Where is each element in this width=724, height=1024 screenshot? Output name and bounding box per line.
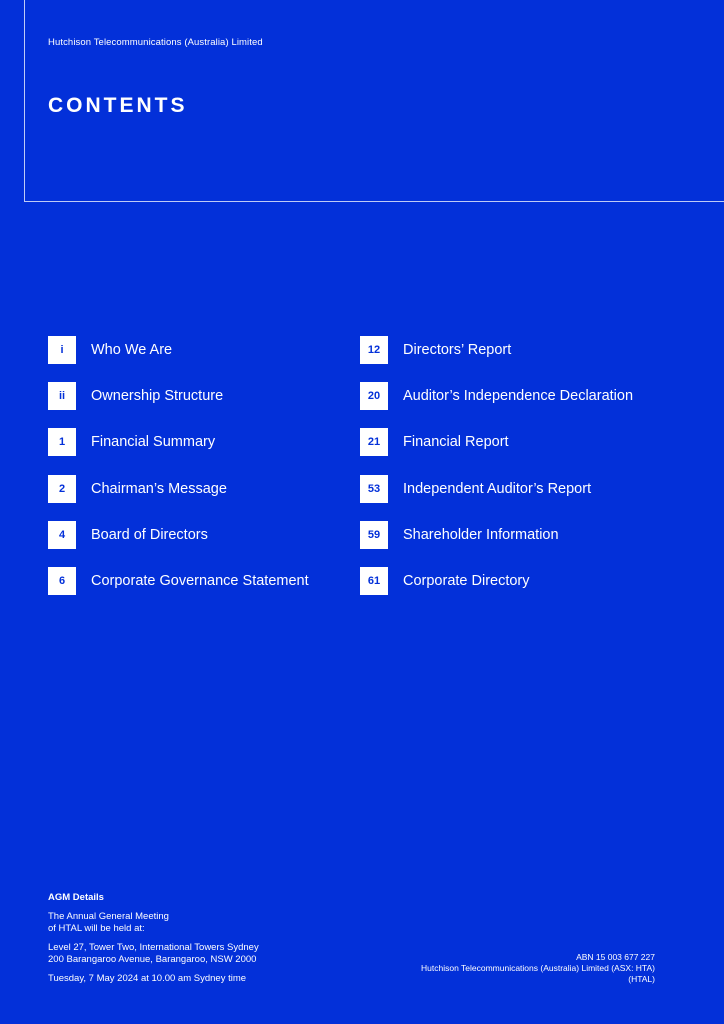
toc-item-corporate-directory[interactable]: [360, 567, 633, 595]
toc-label: Auditor’s Independence Declaration: [403, 388, 634, 405]
toc-item-corporate-governance-statement[interactable]: [48, 567, 309, 595]
toc-item-directors-report[interactable]: [360, 336, 633, 364]
toc-label: Corporate Governance Statement: [91, 572, 309, 589]
toc-page-number: i: [48, 336, 76, 364]
toc-item-chairmans-message[interactable]: [48, 475, 309, 503]
abn-number: ABN 15 003 677 227: [576, 952, 655, 962]
toc-item-financial-summary[interactable]: [48, 428, 309, 456]
toc-page-number: 53: [360, 475, 388, 503]
toc-page-number: 12: [360, 336, 388, 364]
agm-intro-line2: of HTAL will be held at:: [48, 923, 145, 934]
toc-page-number: 21: [360, 428, 388, 456]
toc-label: Financial Summary: [91, 434, 216, 451]
toc-label: Directors’ Report: [403, 342, 512, 358]
agm-datetime: Tuesday, 7 May 2024 at 10.00 am Sydney time: [48, 973, 247, 984]
agm-address-line1: Level 27, Tower Two, International Towers Sydney: [48, 942, 259, 953]
toc-label: Corporate Directory: [403, 572, 530, 589]
footer-company-line: Hutchison Telecommunications (Australia) Limited (ASX: HTA): [421, 963, 655, 973]
toc-page-number: 59: [360, 521, 388, 549]
toc-page-number: 4: [48, 521, 76, 549]
toc-label: Who We Are: [91, 342, 173, 358]
toc-page-number: 61: [360, 567, 388, 595]
toc-item-who-we-are[interactable]: [48, 336, 309, 364]
abn-block: [421, 952, 655, 985]
toc-item-board-of-directors[interactable]: [48, 521, 309, 549]
agm-address: [48, 942, 259, 966]
toc-item-financial-report[interactable]: [360, 428, 633, 456]
agm-details: [48, 892, 259, 992]
agm-intro: [48, 911, 259, 935]
toc-label: Financial Report: [403, 434, 509, 451]
toc-item-auditors-independence-declaration[interactable]: [360, 382, 633, 410]
agm-address-line2: 200 Barangaroo Avenue, Barangaroo, NSW 2000: [48, 954, 257, 965]
toc-page-number: ii: [48, 382, 76, 410]
toc-label: Independent Auditor’s Report: [403, 480, 592, 497]
toc-page-number: 2: [48, 475, 76, 503]
toc-item-independent-auditors-report[interactable]: [360, 475, 633, 503]
page-title: CONTENTS: [48, 94, 188, 117]
footer-abbrev: (HTAL): [628, 974, 655, 984]
toc-label: Board of Directors: [91, 526, 208, 543]
company-name-header: Hutchison Telecommunications (Australia) Limited: [48, 37, 263, 48]
agm-intro-line1: The Annual General Meeting: [48, 911, 169, 922]
toc-label: Shareholder Information: [403, 526, 559, 543]
toc-page-number: 1: [48, 428, 76, 456]
toc-item-ownership-structure[interactable]: [48, 382, 309, 410]
agm-title: AGM Details: [48, 892, 104, 903]
toc-item-shareholder-information[interactable]: [360, 521, 633, 549]
toc-label: Chairman’s Message: [91, 480, 227, 497]
toc-left-column: [48, 336, 309, 613]
toc-label: Ownership Structure: [91, 388, 224, 405]
toc-page-number: 6: [48, 567, 76, 595]
toc-right-column: [360, 336, 633, 613]
toc-page-number: 20: [360, 382, 388, 410]
